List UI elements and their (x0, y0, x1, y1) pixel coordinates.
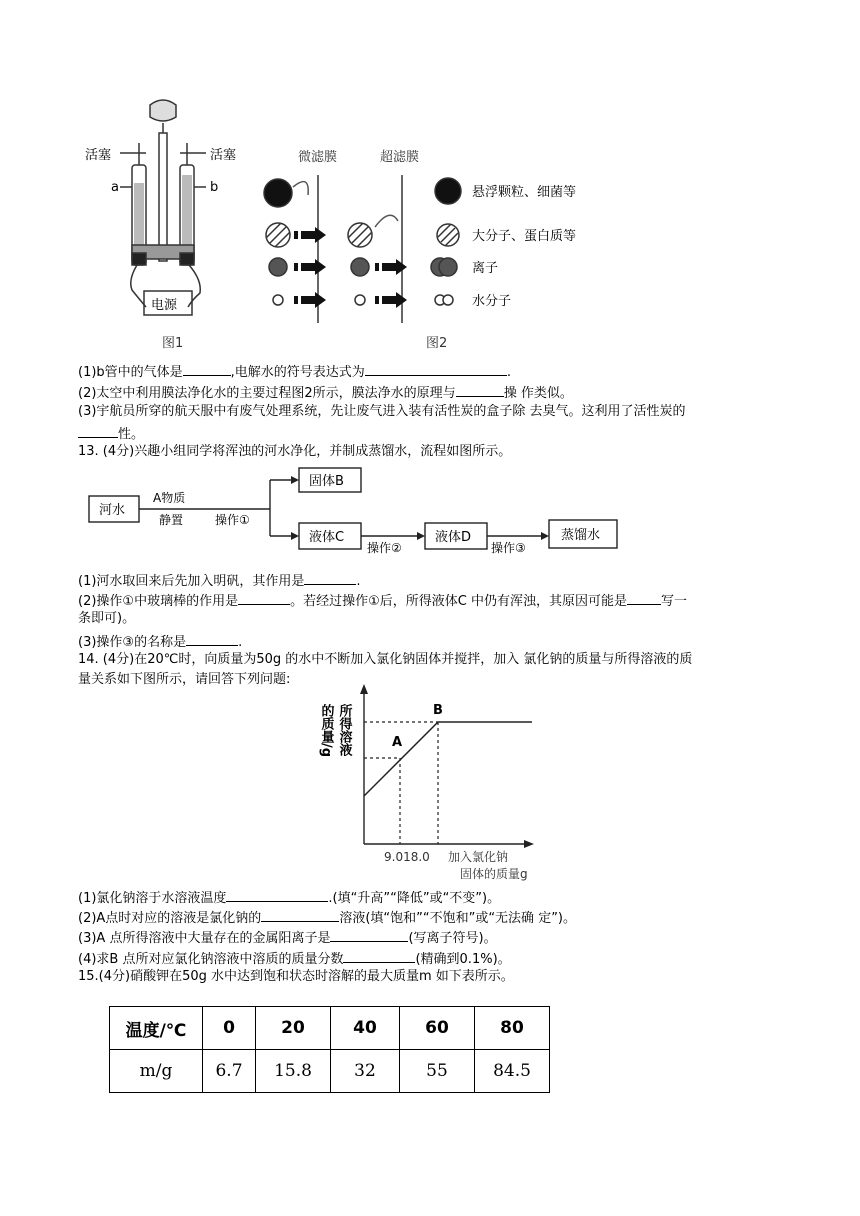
purification-flowchart (85, 466, 625, 566)
row-label-mass: m/g (110, 1050, 203, 1093)
fig1-power-label: 电源 (151, 298, 178, 313)
mass-at-0: 6.7 (203, 1050, 256, 1093)
q13-title: 13. (4分)兴趣小组同学将浑浊的河水净化，并制成蒸馏水，流程如图所示。 (78, 444, 512, 459)
header-temperature: 温度/℃ (110, 1007, 203, 1050)
solution-mass-line (364, 722, 532, 796)
ultra-membrane-label: 超滤膜 (380, 150, 420, 165)
header-temp-20: 20 (256, 1007, 331, 1050)
flow-liquid-d: 液体D (435, 530, 472, 545)
q14-2-blank[interactable] (261, 907, 339, 922)
q14-line4 (78, 948, 511, 969)
header-temp-0: 0 (203, 1007, 256, 1050)
x-axis-arrow (524, 840, 534, 848)
flow-solid-b: 固体B (309, 474, 344, 489)
q13-1-prefix: (1)河水取回来后先加入明矾，其作用是 (78, 574, 305, 589)
flow-op2: 操作② (367, 541, 402, 555)
q14-1-blank[interactable] (226, 887, 328, 902)
q12-line4 (78, 423, 144, 444)
q14-line3 (78, 927, 497, 948)
y-label-col1: 的质量/g (318, 704, 334, 758)
q14-line1 (78, 887, 500, 908)
figures-1-2 (80, 95, 620, 355)
nacl-solution-chart (318, 684, 568, 884)
legend-macromolecules: 大分子、蛋白质等 (472, 229, 577, 244)
q14-line2 (78, 907, 576, 928)
q12-1-blank-gas[interactable] (183, 361, 231, 376)
fig1-tube-a-label: a (111, 180, 119, 195)
q15-title: 15.(4分)硝酸钾在50g 水中达到饱和状态时溶解的最大质量m 如下表所示。 (78, 969, 514, 984)
q13-3-blank[interactable] (186, 631, 238, 646)
mass-at-20: 15.8 (256, 1050, 331, 1093)
q14-3-prefix: (3)A 点所得溶液中大量存在的金属阳离子是 (78, 931, 331, 946)
q14-title-line2: 量关系如下图所示，请回答下列问题: (78, 672, 291, 687)
q13-1-suffix: . (356, 574, 361, 589)
y-axis-arrow (360, 684, 368, 694)
q13-3-prefix: (3)操作③的名称是 (78, 635, 187, 650)
header-temp-40: 40 (331, 1007, 400, 1050)
membrane-diagram (264, 175, 449, 323)
q13-2-mid: 。若经过操作①后，所得液体C 中仍有浑浊，其原因可能是 (290, 594, 627, 609)
fig1-valve-left-label: 活塞 (85, 148, 112, 163)
q13-3-suffix: . (238, 635, 243, 650)
micro-membrane-label: 微滤膜 (298, 150, 338, 165)
legend-water-molecules: 水分子 (472, 294, 512, 309)
q12-3-suffix: 性。 (118, 427, 145, 442)
y-label-col2: 所得溶液 (336, 704, 352, 756)
q12-1-blank-equation[interactable] (365, 361, 507, 376)
q12-line3: (3)宇航员所穿的航天服中有废气处理系统，先让废气进入装有活性炭的盒子除 去臭气。这利用了活性炭的 (78, 404, 686, 419)
chart-axes (364, 692, 526, 844)
q13-line2 (78, 590, 687, 611)
fig1-valve-right-label: 活塞 (210, 148, 237, 163)
q12-line2 (78, 382, 573, 403)
fig2-caption: 图2 (426, 336, 448, 351)
q12-1-prefix: (1)b管中的气体是 (78, 365, 183, 380)
x-label-line1: 加入氯化钠 (448, 850, 509, 864)
flow-liquid-c: 液体C (309, 530, 345, 545)
q14-4-prefix: (4)求B 点所对应氯化钠溶液中溶质的质量分数 (78, 952, 344, 967)
point-a-label: A (392, 735, 403, 750)
q13-2-prefix: (2)操作①中玻璃棒的作用是 (78, 594, 239, 609)
q12-1-mid: ,电解水的符号表达式为 (230, 365, 365, 380)
q13-line3: 条即可)。 (78, 611, 136, 626)
membrane-legend (435, 178, 461, 305)
flow-distilled-water: 蒸馏水 (561, 528, 601, 543)
electrolysis-apparatus (120, 100, 206, 315)
kno3-solubility-table (109, 1006, 550, 1093)
q14-1-prefix: (1)氯化钠溶于水溶液温度 (78, 891, 227, 906)
flow-op3: 操作③ (491, 541, 526, 555)
flow-reagent-a: A物质 (153, 491, 186, 505)
q13-2-suffix: 写一 (660, 594, 687, 609)
q13-1-blank[interactable] (304, 570, 356, 585)
table-row (110, 1050, 550, 1093)
q14-2-suffix: 溶液(填“饱和”“不饱和”或“无法确 定”)。 (339, 911, 576, 926)
q14-title-line1: 14. (4分)在20℃时，向质量为50g 的水中不断加入氯化钠固体并搅拌，加入 氯化钠的质量与所得溶液的质 (78, 652, 693, 667)
q12-2-suffix: 操 作类似。 (503, 386, 573, 401)
q12-2-blank[interactable] (456, 382, 504, 397)
q14-1-suffix: .(填“升高”“降低”或“不变”)。 (328, 891, 501, 906)
q12-line1 (78, 361, 511, 382)
q14-3-suffix: (写离子符号)。 (408, 931, 497, 946)
fig1-tube-b-label: b (210, 180, 219, 195)
legend-suspended-particles: 悬浮颗粒、细菌等 (472, 185, 577, 200)
x-tick-labels: 9.018.0 (384, 850, 430, 864)
mass-at-40: 32 (331, 1050, 400, 1093)
q14-4-suffix: (精确到0.1%)。 (415, 952, 511, 967)
flow-settle: 静置 (159, 513, 184, 527)
q13-line4 (78, 631, 242, 652)
q12-2-prefix: (2)太空中利用膜法净化水的主要过程图2所示，膜法净水的原理与 (78, 386, 456, 401)
q13-2-blank-rod[interactable] (238, 590, 290, 605)
header-temp-60: 60 (400, 1007, 475, 1050)
mass-at-60: 55 (400, 1050, 475, 1093)
point-b-label: B (433, 703, 443, 718)
q12-3-blank[interactable] (78, 423, 118, 438)
flow-op1: 操作① (215, 513, 250, 527)
x-label-line2: 固体的质量g (460, 867, 528, 881)
q14-2-prefix: (2)A点时对应的溶液是氯化钠的 (78, 911, 262, 926)
header-temp-80: 80 (475, 1007, 550, 1050)
flow-river: 河水 (99, 503, 126, 518)
legend-ions: 离子 (472, 261, 499, 276)
table-header-row (110, 1007, 550, 1050)
q13-line1 (78, 570, 361, 591)
q14-3-blank[interactable] (330, 927, 408, 942)
fig1-caption: 图1 (162, 336, 184, 351)
q13-2-blank-reason[interactable] (627, 590, 661, 605)
mass-at-80: 84.5 (475, 1050, 550, 1093)
q14-4-blank[interactable] (343, 948, 415, 963)
q12-1-suffix: . (506, 365, 511, 380)
